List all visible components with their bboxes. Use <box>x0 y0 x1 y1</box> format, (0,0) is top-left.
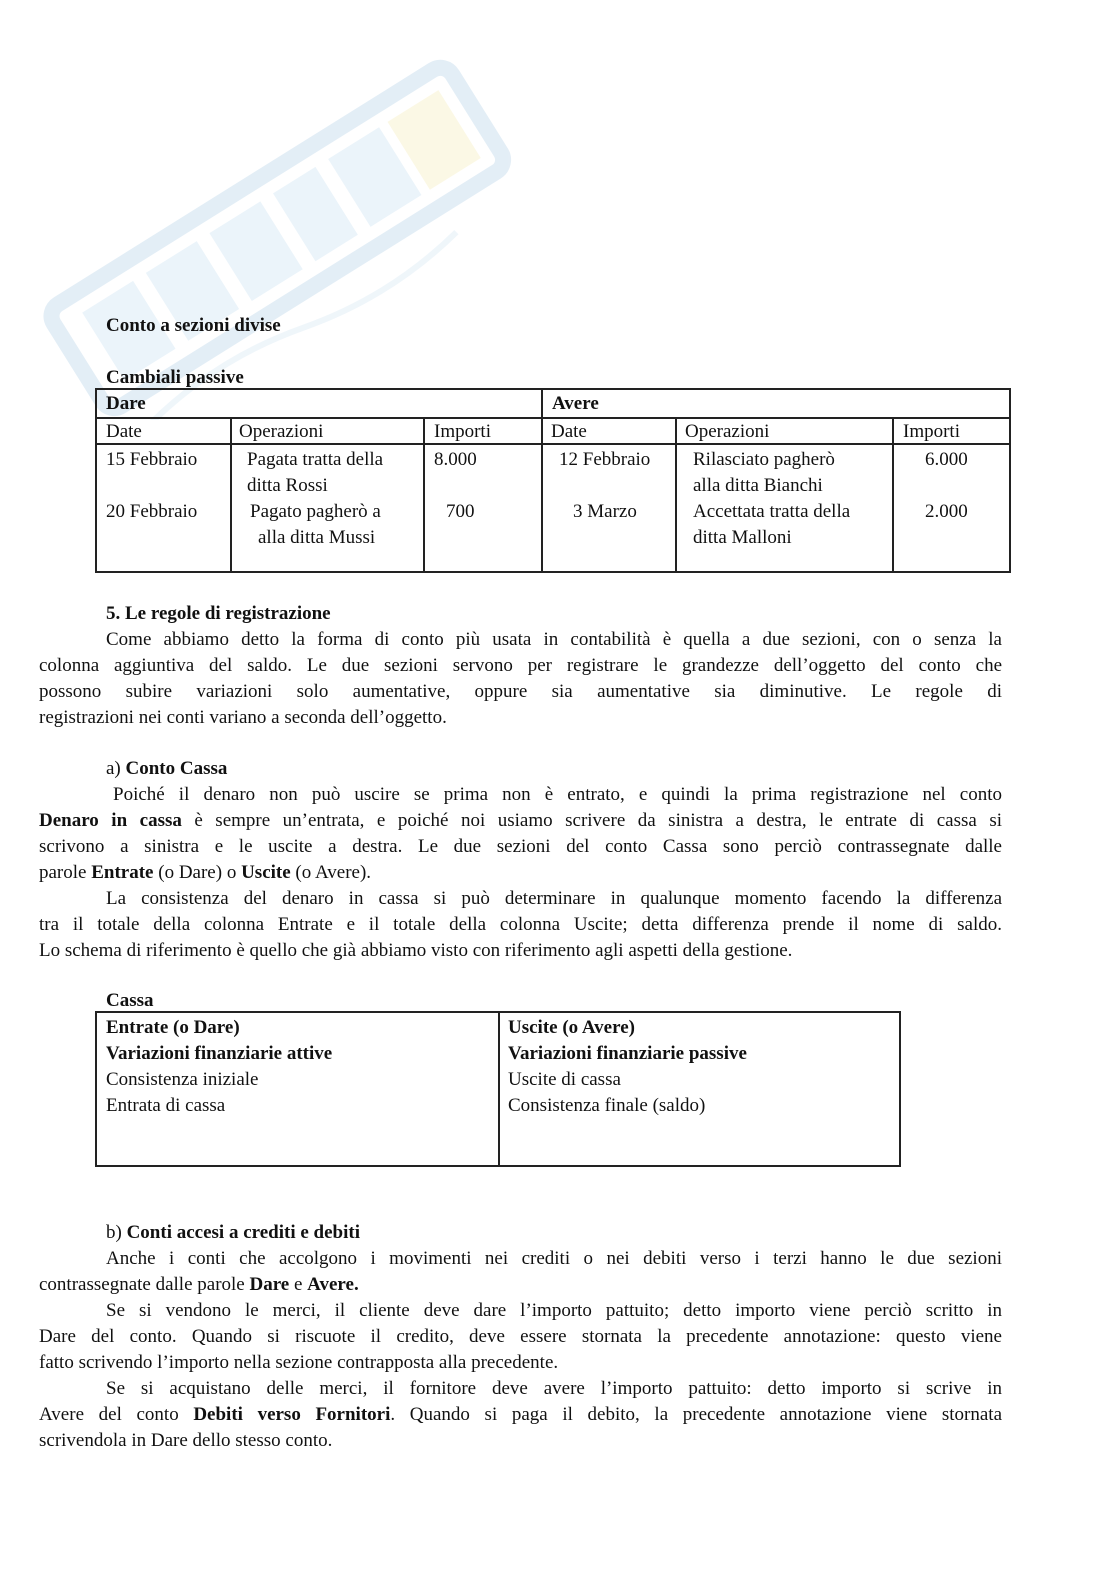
column-header: Importi <box>903 421 960 442</box>
section-title: Conto a sezioni divise <box>106 315 281 336</box>
col-divider <box>423 417 425 571</box>
left-header: Entrate (o Dare) <box>106 1017 240 1038</box>
avere-operation: alla ditta Bianchi <box>693 475 823 496</box>
cambiali-table <box>95 388 1011 573</box>
col-divider <box>230 417 232 571</box>
dare-amount: 700 <box>446 501 475 522</box>
right-item: Consistenza finale (saldo) <box>508 1095 706 1116</box>
col-divider <box>892 417 894 571</box>
paragraph <box>39 1246 1002 1298</box>
paragraph <box>39 782 1002 886</box>
skuola-watermark-logo <box>30 40 550 420</box>
avere-header: Avere <box>552 393 599 414</box>
avere-operation: Rilasciato pagherò <box>693 449 835 470</box>
text-line: Come abbiamo detto la forma di conto più usata in contabilità è quella a due sezioni, con o senza la <box>106 629 1002 650</box>
section-divider <box>541 390 543 571</box>
right-subheader: Variazioni finanziarie passive <box>508 1043 747 1064</box>
subsection-heading: b) Conti accesi a crediti e debiti <box>106 1222 360 1243</box>
avere-operation: Accettata tratta della <box>693 501 851 522</box>
dare-operation: ditta Rossi <box>247 475 328 496</box>
text-line: scrivono a sinistra e le uscite a destra. Le due sezioni del conto Cassa sono perciò contrassegnate dalle <box>39 836 1002 857</box>
paragraph <box>39 1376 1002 1454</box>
text-line: tra il totale della colonna Entrate e il totale della colonna Uscite; detta differenza prende il nome di saldo. <box>39 914 1002 935</box>
text-line: Anche i conti che accolgono i movimenti nei crediti o nei debiti verso i terzi hanno le due sezioni <box>106 1248 1002 1269</box>
text-line: registrazioni nei conti variano a seconda dell’oggetto. <box>39 707 447 728</box>
text-line: Dare del conto. Quando si riscuote il credito, deve essere stornata la precedente annotazione: questo viene <box>39 1326 1002 1347</box>
section-heading: 5. Le regole di registrazione <box>106 603 331 624</box>
column-header: Importi <box>434 421 491 442</box>
avere-operation: ditta Malloni <box>693 527 792 548</box>
text-line: Lo schema di riferimento è quello che già abbiamo visto con riferimento agli aspetti della gestione. <box>39 940 793 961</box>
avere-amount: 2.000 <box>925 501 968 522</box>
account-title: Cambiali passive <box>106 367 244 388</box>
left-subheader: Variazioni finanziarie attive <box>106 1043 333 1064</box>
text-line: Poiché il denaro non può uscire se prima non è entrato, e quindi la prima registrazione nel conto <box>113 784 1002 805</box>
dare-amount: 8.000 <box>434 449 477 470</box>
text-line: Se si acquistano delle merci, il fornitore deve avere l’importo pattuito: detto importo si scrive in <box>106 1378 1002 1399</box>
avere-date: 3 Marzo <box>573 501 637 522</box>
column-header: Date <box>106 421 142 442</box>
text-line: Se si vendono le merci, il cliente deve dare l’importo pattuito; detto importo viene perciò scritto in <box>106 1300 1002 1321</box>
paragraph <box>39 886 1002 964</box>
dare-date: 20 Febbraio <box>106 501 198 522</box>
subsection-heading: a) Conto Cassa <box>106 758 228 779</box>
column-header: Operazioni <box>239 421 324 442</box>
text-line: fatto scrivendo l’importo nella sezione contrapposta alla precedente. <box>39 1352 559 1373</box>
dare-date: 15 Febbraio <box>106 449 198 470</box>
right-item: Uscite di cassa <box>508 1069 621 1090</box>
text-line: parole Entrate (o Dare) o Uscite (o Avere). <box>39 862 372 883</box>
text-line: possono subire variazioni solo aumentative, oppure sia aumentative sia diminutive. Le regole di <box>39 681 1002 702</box>
dare-operation: Pagato pagherò a <box>250 501 381 522</box>
right-header: Uscite (o Avere) <box>508 1017 635 1038</box>
paragraph <box>39 627 1002 731</box>
left-item: Entrata di cassa <box>106 1095 226 1116</box>
paragraph <box>39 1298 1002 1376</box>
dare-operation: alla ditta Mussi <box>258 527 376 548</box>
text-line: Avere del conto Debiti verso Fornitori. Quando si paga il debito, la precedente annotazione viene stornata <box>39 1404 1002 1425</box>
section-divider <box>498 1013 500 1165</box>
cassa-table <box>95 1011 901 1167</box>
col-divider <box>675 417 677 571</box>
left-item: Consistenza iniziale <box>106 1069 259 1090</box>
account-title: Cassa <box>106 990 154 1011</box>
dare-operation: Pagata tratta della <box>247 449 384 470</box>
text-line: Denaro in cassa è sempre un’entrata, e poiché noi usiamo scrivere da sinistra a destra, le entrate di cassa si <box>39 810 1002 831</box>
column-header: Operazioni <box>685 421 770 442</box>
avere-date: 12 Febbraio <box>559 449 651 470</box>
text-line: contrassegnate dalle parole Dare e Avere. <box>39 1274 359 1295</box>
text-line: scrivendola in Dare dello stesso conto. <box>39 1430 333 1451</box>
column-header: Date <box>551 421 587 442</box>
text-line: colonna aggiuntiva del saldo. Le due sezioni servono per registrare le grandezze dell’oggetto del conto che <box>39 655 1002 676</box>
avere-amount: 6.000 <box>925 449 968 470</box>
dare-header: Dare <box>106 393 146 414</box>
text-line: La consistenza del denaro in cassa si può determinare in qualunque momento facendo la differenza <box>106 888 1002 909</box>
